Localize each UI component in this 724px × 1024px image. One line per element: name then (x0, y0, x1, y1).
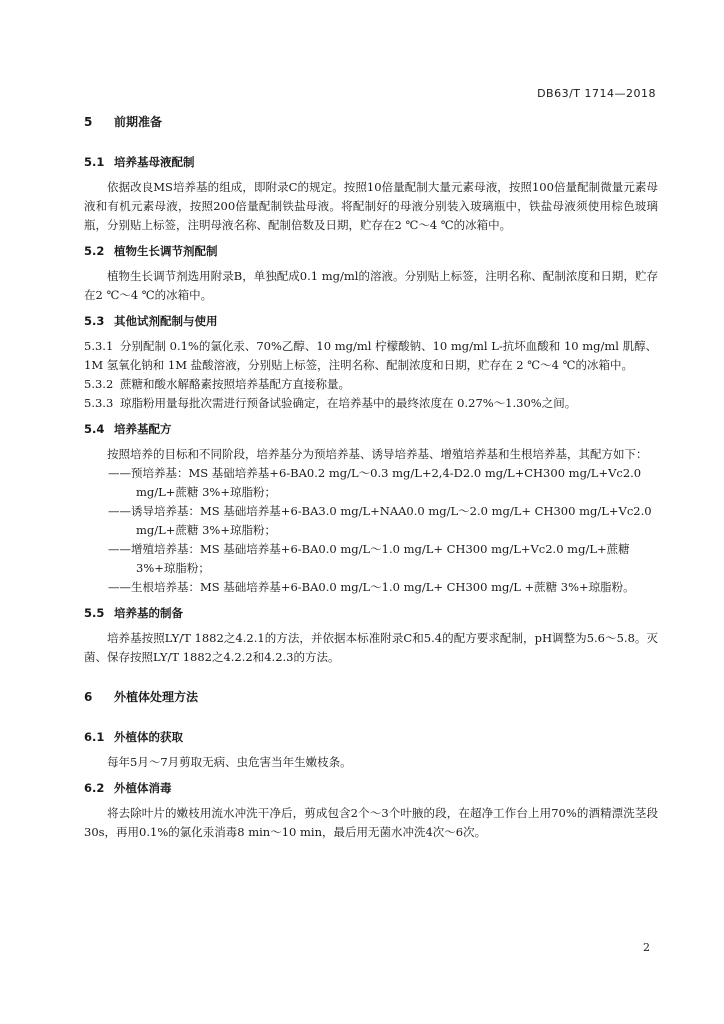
section-number: 5 (84, 115, 93, 129)
section-number: 6.1 (84, 730, 105, 744)
paragraph-5-4-intro: 按照培养的目标和不同阶段，培养基分为预培养基、诱导培养基、增殖培养基和生根培养基，其配方如下： (107, 447, 648, 461)
formula-induction: ——诱导培养基：MS 基础培养基+6-BA3.0 mg/L+NAA0.0 mg/L～2.0 mg/L+ CH300 mg/L+Vc2.0 mg/L+蔗糖 3%+琼脂粉； (108, 504, 652, 537)
section-title: 外植体消毒 (114, 781, 172, 795)
section-title: 其他试剂配制与使用 (114, 314, 218, 328)
section-number: 5.2 (84, 244, 105, 258)
section-title: 前期准备 (114, 115, 163, 129)
section-heading-6 (84, 687, 658, 707)
section-number: 6.2 (84, 781, 105, 795)
section-title: 培养基母液配制 (114, 155, 195, 169)
paragraph-6-1: 每年5月～7月剪取无病、虫危害当年生嫩枝条。 (107, 755, 352, 769)
section-heading-6-1 (84, 727, 658, 747)
paragraph-5-2: 植物生长调节剂选用附录B，单独配成0.1 mg/ml的溶液。分别贴上标签，注明名称、配制浓度和日期，贮存在2 ℃～4 ℃的冰箱中。 (84, 269, 658, 302)
clause-number: 5.3.3 (84, 396, 114, 410)
clause-5-3-1 (84, 337, 658, 375)
clause-text: 分别配制 0.1%的氯化汞、70%乙醇、10 mg/ml 柠檬酸钠、10 mg/ml L-抗坏血酸和 10 mg/ml 肌醇、1M 氢氧化钠和 1M 盐酸溶液，分别贴上标签，注明名称、配制浓度和日期，贮存在 2 ℃～4 ℃的冰箱中。 (84, 339, 658, 372)
section-title: 培养基配方 (114, 422, 172, 436)
section-heading-5-5 (84, 603, 658, 623)
paragraph-5-1: 依据改良MS培养基的组成，即附录C的规定。按照10倍量配制大量元素母液，按照100倍量配制微量元素母液和有机元素母液，按照200倍量配制铁盐母液。将配制好的母液分别装入玻璃瓶中，铁盐母液须使用棕色玻璃瓶，分别贴上标签，注明母液名称、配制倍数及日期，贮存在2 ℃～4 ℃的冰箱中。 (84, 180, 658, 232)
section-heading-5-3 (84, 311, 658, 331)
section-number: 5.4 (84, 422, 105, 436)
section-number: 5.3 (84, 314, 105, 328)
section-title: 植物生长调节剂配制 (114, 244, 218, 258)
clause-text: 琼脂粉用量每批次需进行预备试验确定，在培养基中的最终浓度在 0.27%～1.30%之间。 (120, 396, 577, 410)
formula-rooting: ——生根培养基：MS 基础培养基+6-BA0.0 mg/L～1.0 mg/L+ CH300 mg/L +蔗糖 3%+琼脂粉。 (108, 580, 635, 594)
section-heading-5-4 (84, 419, 658, 439)
page-number: 2 (643, 941, 650, 954)
clause-text: 蔗糖和酸水解酪素按照培养基配方直接称量。 (120, 377, 350, 391)
clause-5-3-2 (84, 375, 658, 394)
clause-number: 5.3.2 (84, 377, 114, 391)
formula-pre-culture: ——预培养基：MS 基础培养基+6-BA0.2 mg/L～0.3 mg/L+2,4-D2.0 mg/L+CH300 mg/L+Vc2.0 mg/L+蔗糖 3%+琼脂粉； (108, 466, 642, 499)
clause-5-3-3 (84, 394, 658, 413)
section-heading-5-2 (84, 241, 658, 261)
document-body (84, 112, 658, 842)
section-number: 5.5 (84, 606, 105, 620)
section-heading-5-1 (84, 152, 658, 172)
paragraph-5-5: 培养基按照LY/T 1882之4.2.1的方法，并依据本标准附录C和5.4的配方要求配制，pH调整为5.6～5.8。灭菌、保存按照LY/T 1882之4.2.2和4.2.3的方法。 (84, 631, 658, 664)
section-title: 培养基的制备 (114, 606, 183, 620)
section-title: 外植体的获取 (114, 730, 183, 744)
section-title: 外植体处理方法 (114, 690, 199, 704)
section-number: 5.1 (84, 155, 105, 169)
clause-number: 5.3.1 (84, 339, 114, 353)
section-heading-5 (84, 112, 658, 132)
section-heading-6-2 (84, 778, 658, 798)
formula-proliferation: ——增殖培养基：MS 基础培养基+6-BA0.0 mg/L～1.0 mg/L+ CH300 mg/L+Vc2.0 mg/L+蔗糖 3%+琼脂粉； (108, 542, 630, 575)
standard-code: DB63/T 1714—2018 (537, 87, 656, 100)
paragraph-6-2: 将去除叶片的嫩枝用流水冲洗干净后，剪成包含2个～3个叶腋的段，在超净工作台上用70%的酒精漂洗茎段30s，再用0.1%的氯化汞消毒8 min～10 min，最后用无菌水冲洗4次～6次。 (84, 806, 658, 839)
section-number: 6 (84, 690, 93, 704)
